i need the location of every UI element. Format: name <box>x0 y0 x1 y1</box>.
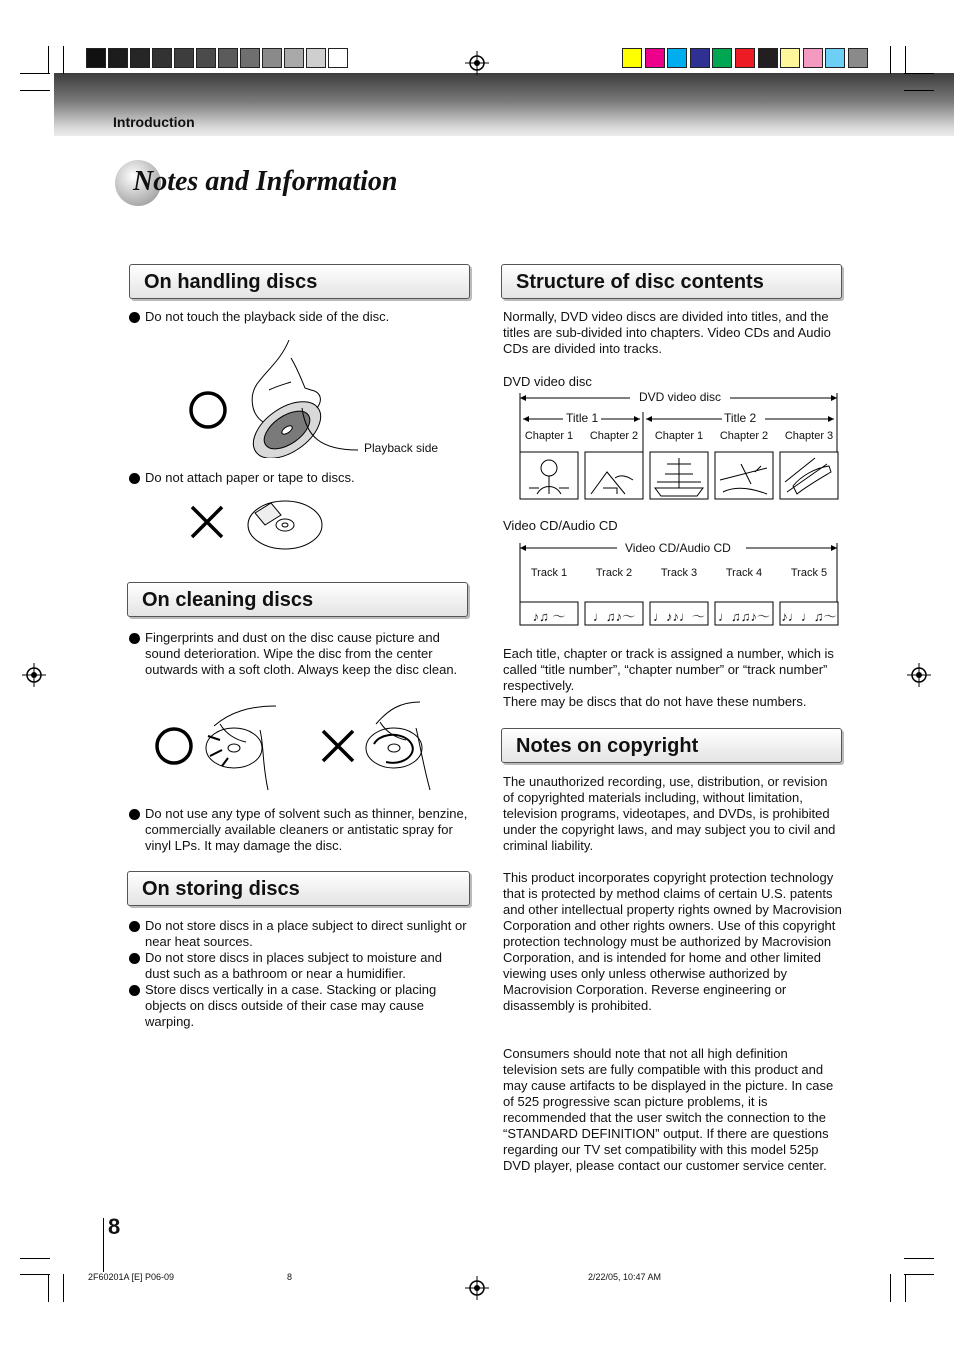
crop-mark <box>890 46 891 74</box>
structure-outro-2: There may be discs that do not have these numbers. <box>503 694 807 709</box>
gray-swatch <box>284 48 304 68</box>
chapter-label: Chapter 3 <box>784 430 834 442</box>
section-label: Introduction <box>113 114 195 130</box>
title-1-label: Title 1 <box>566 411 599 425</box>
color-swatch <box>667 48 687 68</box>
storing-bullet: Do not store discs in a place subject to direct sunlight or near heat sources. <box>145 918 470 950</box>
chapter-label: Chapter 1 <box>524 430 574 442</box>
color-swatch <box>690 48 710 68</box>
leader-line <box>300 406 360 456</box>
chapter-label: Chapter 2 <box>589 430 639 442</box>
dvd-structure-diagram <box>515 388 845 504</box>
crop-mark <box>905 46 906 74</box>
gray-swatch <box>262 48 282 68</box>
crop-mark <box>904 1274 934 1275</box>
crop-mark <box>20 1274 50 1275</box>
crop-mark <box>904 73 934 74</box>
page-number: 8 <box>108 1214 121 1239</box>
cleaning-heading: On cleaning discs <box>142 589 314 611</box>
footer-file: 2F60201A [E] P06-09 <box>88 1272 175 1282</box>
storing-bullet: Store discs vertically in a case. Stacking or placing objects on discs outside of their case may cause warping. <box>145 982 470 1030</box>
dvd-bar-label: DVD video disc <box>636 390 724 404</box>
crop-mark <box>63 46 64 74</box>
cleaning-heading-box <box>127 582 468 617</box>
gray-swatch <box>306 48 326 68</box>
gray-swatch <box>218 48 238 68</box>
gray-swatch <box>130 48 150 68</box>
track-label: Track 3 <box>660 567 698 579</box>
structure-heading-box <box>501 264 842 299</box>
track-label: Track 2 <box>595 567 633 579</box>
registration-mark-icon <box>465 51 489 75</box>
footer-page: 8 <box>287 1272 293 1282</box>
color-swatch <box>848 48 868 68</box>
copyright-paragraph-1: The unauthorized recording, use, distribution, or revision of copyrighted materials including, without limitation, television programs, videotapes, and DVDs, is prohibited under the copyright laws, and may subject you to civil and criminal liability. <box>503 774 836 853</box>
crop-mark <box>48 1274 49 1302</box>
disc-with-tape-illustration <box>185 495 330 555</box>
structure-intro: Normally, DVD video discs are divided into titles, and the titles are sub-divided into chapters. Video CDs and Audio CDs are divided into tracks. <box>503 309 831 356</box>
copyright-paragraph-3: Consumers should note that not all high definition television sets are fully compatible with this product and may cause artifacts to be displayed in the picture. In case of 525 progressive scan picture problems, it is recommended that the user switch the connection to the “STANDARD DEFINITION” output. If there are questions regarding our TV set compatibility with this model 525p DVD player, please contact our customer service center. <box>503 1046 834 1173</box>
registration-mark-icon <box>22 663 46 687</box>
crop-mark <box>20 1258 50 1259</box>
crop-mark <box>904 90 934 91</box>
color-swatch <box>758 48 778 68</box>
storing-bullet: Do not store discs in places subject to moisture and dust such as a bathroom or near a humidifier. <box>145 950 470 982</box>
cleaning-bullet-2: Do not use any type of solvent such as thinner, benzine, commercially available cleaners or antistatic spray for vinyl LPs. It may damage the disc. <box>145 806 470 854</box>
color-swatch <box>825 48 845 68</box>
structure-heading: Structure of disc contents <box>516 271 764 293</box>
copyright-paragraph-2: This product incorporates copyright protection technology that is protected by method claims of certain U.S. patents and other intellectual property rights owned by Macrovision Corporation and other rights owners. Use of this copyright protection technology must be authorized by Macrovision Corporation, and is intended for home and other limited viewing uses only unless otherwise authorized by Macrovision Corporation. Reverse engineering or disassembly is prohibited. <box>503 870 842 1013</box>
track-notes-label: ♪♫ ～ <box>532 609 566 624</box>
chapter-label: Chapter 1 <box>654 430 704 442</box>
vcd-bar-label: Video CD/Audio CD <box>622 541 734 555</box>
track-notes-label: ♩♫♫♪～ <box>717 609 770 624</box>
crop-mark <box>905 1274 906 1302</box>
handling-heading-box <box>129 264 470 299</box>
crop-mark <box>20 90 50 91</box>
disc-cleaning-illustration <box>150 700 450 796</box>
track-label: Track 1 <box>530 567 568 579</box>
registration-mark-icon <box>465 1276 489 1300</box>
crop-mark <box>63 1274 64 1302</box>
crop-mark <box>904 1258 934 1259</box>
gray-swatch <box>196 48 216 68</box>
gray-swatch <box>240 48 260 68</box>
handling-heading: On handling discs <box>144 271 318 293</box>
handling-bullet-2: Do not attach paper or tape to discs. <box>145 470 465 486</box>
cleaning-bullet-1: Fingerprints and dust on the disc cause picture and sound deterioration. Wipe the disc from the center outwards with a soft cloth. Always keep the disc clean. <box>145 630 463 678</box>
color-swatch <box>645 48 665 68</box>
color-swatch <box>712 48 732 68</box>
storing-heading: On storing discs <box>142 878 300 900</box>
chapter-label: Chapter 2 <box>719 430 769 442</box>
playback-side-label: Playback side <box>364 441 439 455</box>
color-swatch <box>803 48 823 68</box>
color-swatch <box>780 48 800 68</box>
structure-outro: Each title, chapter or track is assigned a number, which is called “title number”, “chapter number” or “track number” respectively. <box>503 646 834 693</box>
dvd-diagram-label: DVD video disc <box>503 374 592 389</box>
track-label: Track 4 <box>725 567 763 579</box>
crop-mark <box>890 1274 891 1302</box>
color-swatch <box>622 48 642 68</box>
crop-mark <box>48 46 49 74</box>
track-notes-label: ♩♪♪♩～ <box>652 609 705 624</box>
gray-swatch <box>86 48 106 68</box>
gray-swatch <box>328 48 348 68</box>
track-notes-label: ♪♩♩♫～ <box>781 609 837 624</box>
copyright-heading-box <box>501 728 842 763</box>
track-notes-label: ♩♫♪～ <box>592 609 636 624</box>
vcd-diagram-label: Video CD/Audio CD <box>503 518 618 533</box>
gray-swatch <box>108 48 128 68</box>
copyright-heading: Notes on copyright <box>516 735 699 757</box>
title-2-label: Title 2 <box>724 411 757 425</box>
registration-mark-icon <box>907 663 931 687</box>
handling-bullet-1: Do not touch the playback side of the disc. <box>145 309 465 325</box>
track-label: Track 5 <box>790 567 828 579</box>
storing-heading-box <box>127 871 470 906</box>
page-number-rule <box>103 1218 104 1272</box>
crop-mark <box>20 73 50 74</box>
gray-swatch <box>152 48 172 68</box>
footer-timestamp: 2/22/05, 10:47 AM <box>588 1272 662 1282</box>
color-swatch <box>735 48 755 68</box>
gray-swatch <box>174 48 194 68</box>
page-title: Notes and Information <box>133 166 398 197</box>
